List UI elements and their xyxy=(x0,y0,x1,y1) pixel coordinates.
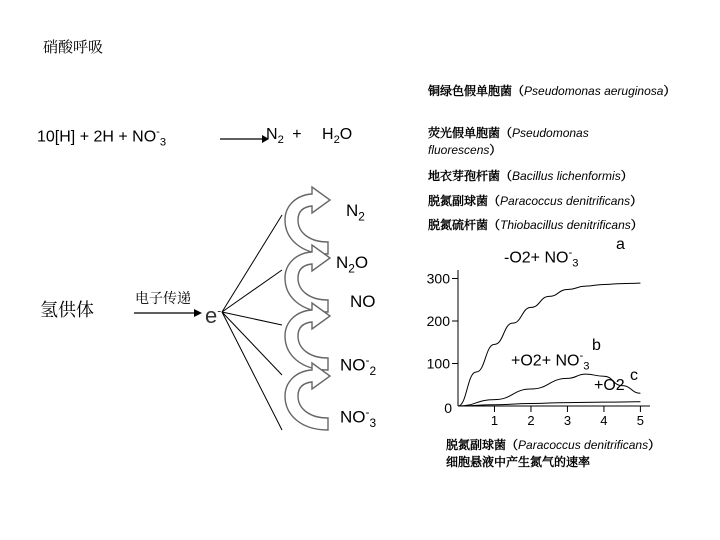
y-tick-label: 100 xyxy=(426,355,450,372)
organism-1: 铜绿色假单胞菌（Pseudomonas aeruginosa） xyxy=(428,84,676,98)
annotation-c-condition: +O2 xyxy=(594,377,625,394)
page-title: 硝酸呼吸 xyxy=(43,38,104,56)
x-tick-label: 3 xyxy=(563,413,572,428)
annotation-a-condition: $-O2+ NO^-_3$ xyxy=(504,247,579,270)
pathway-n2: $N_2$ xyxy=(346,201,365,224)
chart-caption-line1: 脱氮副球菌（Paracoccus denitrificans） xyxy=(446,438,661,452)
x-tick-label: 5 xyxy=(636,413,645,428)
x-tick-label: 2 xyxy=(527,413,535,428)
annotation-a-label: a xyxy=(616,236,625,253)
y-tick-label: 0 xyxy=(444,400,452,416)
equation-water: $H_2O$ xyxy=(322,126,353,147)
annotation-c-label: c xyxy=(630,367,638,384)
hydrogen-donor-label: 氢供体 xyxy=(40,300,94,321)
annotation-b-label: b xyxy=(592,337,601,354)
y-tick-label: 200 xyxy=(426,313,450,329)
pathway-n2o: $N_2O$ xyxy=(336,253,369,276)
equation-left: $10[H] + 2H + NO^-_3$ xyxy=(37,126,167,149)
electron-symbol: e- xyxy=(205,303,222,328)
x-tick-label: 1 xyxy=(490,413,499,428)
equation-products: $N_2$ + xyxy=(266,126,302,147)
series-line-c xyxy=(458,402,640,406)
pathway-no3: $NO^-_3$ xyxy=(340,405,377,431)
x-tick-label: 4 xyxy=(600,413,608,428)
chart-caption-line2: 细胞悬液中产生氮气的速率 xyxy=(446,455,591,469)
organism-2: 荧光假单胞菌（Pseudomonas fluorescens） xyxy=(428,126,589,157)
organism-4: 脱氮副球菌（Paracoccus denitrificans） xyxy=(428,194,643,208)
y-tick-label: 300 xyxy=(426,270,450,287)
annotation-b-condition: $+O2+ NO^-_3$ xyxy=(511,350,590,373)
organism-5: 脱氮硫杆菌（Thiobacillus denitrificans） xyxy=(428,218,643,232)
electron-transfer-label: 电子传递 xyxy=(135,291,191,307)
pathway-no2: $NO^-_2$ xyxy=(340,353,377,379)
pathway-no: NO xyxy=(350,292,376,311)
organism-3: 地衣芽孢杆菌（Bacillus lichenformis） xyxy=(428,169,633,183)
